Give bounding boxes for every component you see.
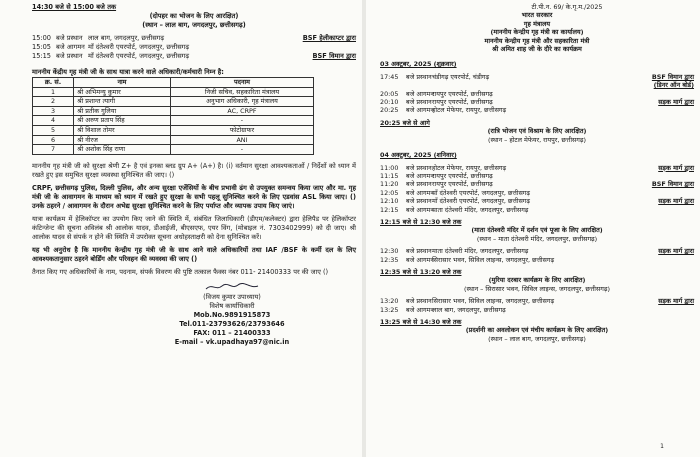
schedule-status: बजे आगमन bbox=[406, 205, 434, 214]
government-name: भारत सरकार bbox=[521, 11, 553, 20]
table-cell: अनुभाग अधिकारी, गृह मंत्रालय bbox=[170, 97, 313, 107]
schedule-time: 12:15 bbox=[380, 205, 399, 214]
table-cell: 1 bbox=[33, 87, 74, 97]
coordination-paragraph: CRPF, छत्तीसगढ़ पुलिस, दिल्ली पुलिस, और अन्य सुरक्षा एजेंसियों के बीच प्रभावी ढंग से उपयुक्त समन्वय किया जाए और मा. गृह मंत्री जी के आवागमन के माध्यम को ध्यान में रखते हुए सुरक्षा के सभी पहलू सुनिश्चित करने के लिए एडवांस ASL किया जाए। () उनके ठहरने / आवागमन के दौरान अभेद्य सुरक्षा सुनिश्चित करने के लिए पर्याप्त और व्यापक उपाय किए जाएं। bbox=[32, 183, 356, 210]
signer-email: E-mail – vk.upadhaya97@nic.in bbox=[174, 337, 290, 346]
schedule-row bbox=[380, 189, 694, 197]
table-row bbox=[33, 135, 314, 145]
reserved-note: (रात्रि भोजन एवं विश्राम के लिए आरक्षित) bbox=[487, 127, 587, 136]
schedule-place: होटल मेफेयर, रायपुर, छत्तीसगढ़ bbox=[432, 106, 507, 115]
schedule-status: बजे प्रस्थान bbox=[406, 98, 432, 107]
schedule-status: बजे प्रस्थान bbox=[406, 297, 432, 306]
accompany-heading: माननीय केंद्रीय गृह मंत्री जी के साथ यात्रा करने वाले अधिकारी/कर्मचारी निम्न है: bbox=[32, 68, 224, 76]
schedule-row bbox=[380, 306, 694, 314]
table-cell: 6 bbox=[33, 135, 74, 145]
signature-image bbox=[202, 281, 262, 293]
time-slot-heading: 14:30 बजे से 15:00 बजे तक bbox=[32, 3, 117, 11]
table-cell: 5 bbox=[33, 125, 74, 135]
schedule-row bbox=[380, 73, 694, 90]
table-row bbox=[33, 106, 314, 116]
schedule-list bbox=[380, 297, 694, 314]
schedule-time: 20:05 bbox=[380, 89, 399, 98]
schedule-place: सिरासार भवन, सिविल लाइन्स, जगदलपुर, छत्तीसगढ़ bbox=[432, 297, 555, 306]
schedule-place: रायपुर एयरपोर्ट, छत्तीसगढ़ bbox=[432, 180, 493, 189]
signer-telephone: Tel.011-23793626/23793646 bbox=[179, 319, 285, 328]
table-cell: - bbox=[170, 116, 313, 126]
table-cell: श्री नीरज bbox=[74, 135, 171, 145]
day-heading-1: 03 अक्टूबर, 2025 (शुक्रवार) bbox=[380, 60, 457, 69]
schedule-status: बजे आगमन bbox=[406, 188, 434, 197]
schedule-status: बजे प्रस्थान bbox=[56, 34, 83, 42]
schedule-status: बजे प्रस्थान bbox=[406, 163, 432, 172]
accommodation-paragraph: यह भी अनुरोध है कि माननीय केन्द्रीय गृह मंत्री जी के साथ आने वाले अधिकारियों तथा IAF /BSF के कर्मी दल के लिए आवश्यकतानुसार ठहरने बोर्डिंग और परिवहन की व्यवस्था की जाए () bbox=[32, 245, 356, 263]
reserved-note: (दोपहर का भोजन के लिए आरक्षित) bbox=[149, 12, 239, 20]
schedule-time: 12:05 bbox=[380, 188, 399, 197]
schedule-status: बजे आगमन bbox=[406, 106, 434, 115]
schedule-row bbox=[380, 98, 694, 106]
schedule-status: बजे प्रस्थान bbox=[56, 52, 83, 60]
time-slot-heading: 13:25 बजे से 14:30 बजे तक bbox=[380, 318, 462, 326]
schedule-row bbox=[32, 34, 356, 43]
schedule-status: बजे आगमन bbox=[406, 89, 434, 98]
schedule-place: माँ दंतेश्वरी एयरपोर्ट, जगदलपुर, छत्तीसगढ़ bbox=[88, 52, 190, 60]
time-slot-heading: 12:35 बजे से 13:20 बजे तक bbox=[380, 267, 462, 276]
schedule-row bbox=[380, 297, 694, 305]
table-row bbox=[33, 87, 314, 97]
schedule-place: लाल बाग, जगदलपुर, छत्तीसगढ़ bbox=[432, 305, 506, 314]
schedule-list bbox=[32, 34, 356, 61]
schedule-row bbox=[380, 206, 694, 214]
schedule-time: 17:45 bbox=[380, 72, 399, 81]
schedule-row bbox=[380, 197, 694, 205]
schedule-place: सिरासार भवन, सिविल लाइन्स, जगदलपुर, छत्तीसगढ़ bbox=[432, 255, 555, 264]
schedule-place: होटल मेफेयर, रायपुर, छत्तीसगढ़ bbox=[432, 163, 507, 172]
schedule-mode: BSF विमान द्वारा bbox=[312, 52, 356, 60]
schedule-time: 20:10 bbox=[380, 98, 399, 107]
schedule-mode: सड़क मार्ग द्वारा bbox=[658, 163, 694, 172]
signer-designation: विशेष कार्याधिकारी bbox=[209, 301, 255, 310]
schedule-row bbox=[32, 52, 356, 61]
schedule-mode: सड़क मार्ग द्वारा bbox=[658, 247, 694, 256]
schedule-status: बजे आगमन bbox=[406, 305, 434, 314]
time-slot-heading: 20:25 बजे से आगे bbox=[380, 118, 430, 127]
table-cell: ANI bbox=[170, 135, 313, 145]
schedule-time: 11:15 bbox=[380, 171, 399, 180]
schedule-status: बजे प्रस्थान bbox=[406, 197, 432, 206]
schedule-place: माँ दंतेश्वरी एयरपोर्ट, जगदलपुर, छत्तीसगढ़ bbox=[432, 197, 530, 206]
table-cell: 2 bbox=[33, 97, 74, 107]
table-header-row bbox=[33, 78, 314, 88]
table-cell: AC, CRPF bbox=[170, 106, 313, 116]
table-header-cell: क्र. सं. bbox=[33, 78, 74, 88]
table-cell: श्री अशोक सिंह राणा bbox=[74, 145, 171, 155]
reserved-note: (मुरिया दरबार कार्यक्रम के लिए आरक्षित) bbox=[488, 276, 586, 285]
table-cell: 4 bbox=[33, 116, 74, 126]
schedule-status: बजे प्रस्थान bbox=[406, 72, 432, 81]
schedule-place: माँ दंतेश्वरी एयरपोर्ट, जगदलपुर, छत्तीसगढ़ bbox=[432, 188, 530, 197]
table-row bbox=[33, 145, 314, 155]
schedule-row bbox=[380, 90, 694, 98]
table-cell: फोटोग्राफर bbox=[170, 125, 313, 135]
table-row bbox=[33, 97, 314, 107]
schedule-place: लाल बाग, जगदलपुर, छत्तीसगढ़ bbox=[88, 34, 165, 42]
schedule-row bbox=[380, 247, 694, 255]
schedule-time: 15:05 bbox=[32, 43, 52, 51]
reserved-note: (प्रदर्शनी का अवलोकन एवं मंचीय कार्यक्रम के लिए आरक्षित) bbox=[465, 326, 609, 335]
program-title: माननीय केन्द्रीय गृह मंत्री और सहकारिता मंत्री bbox=[484, 36, 590, 45]
reference-number: टी.पी.न. 69/ के.गृ.म./2025 bbox=[531, 3, 603, 11]
schedule-mode: सड़क मार्ग द्वारा bbox=[658, 197, 694, 206]
schedule-time: 13:25 bbox=[380, 305, 399, 314]
table-row bbox=[33, 125, 314, 135]
schedule-time: 12:10 bbox=[380, 197, 399, 206]
table-cell: - bbox=[170, 145, 313, 155]
schedule-time: 11:20 bbox=[380, 180, 399, 189]
signature-block bbox=[152, 281, 312, 347]
location-note: (स्थान – होटल मेफेयर, रायपुर, छत्तीसगढ़) bbox=[487, 135, 586, 144]
schedule-place: माता दंतेश्वरी मंदिर, जगदलपुर, छत्तीसगढ़ bbox=[432, 205, 529, 214]
fax-paragraph: तैनात किए गए अधिकारियों के नाम, पदनाम, संपर्क विवरण की पुष्टि तत्काल फैक्स नंबर 011- 21400333 पर की जाए () bbox=[32, 267, 329, 276]
schedule-mode: सड़क मार्ग द्वारा bbox=[658, 98, 694, 107]
location-note: (स्थान – लाल बाग, जगदलपुर, छत्तीसगढ़) bbox=[142, 21, 246, 29]
schedule-list bbox=[380, 164, 694, 214]
schedule-place: चंडीगढ़ एयरपोर्ट, चंडीगढ़ bbox=[432, 72, 490, 81]
schedule-row bbox=[380, 106, 694, 114]
signer-mobile: Mob.No.9891915873 bbox=[193, 310, 271, 319]
schedule-list bbox=[380, 73, 694, 115]
signer-fax: FAX: 011 – 21400333 bbox=[193, 328, 271, 337]
table-cell: श्री प्रशान्त त्यागी bbox=[74, 97, 171, 107]
ministry-name: गृह मंत्रालय bbox=[523, 19, 551, 28]
day-heading-2: 04 अक्टूबर, 2025 (शनिवार) bbox=[380, 151, 457, 160]
table-cell: 3 bbox=[33, 106, 74, 116]
reserved-note: (माता दंतेश्वरी मंदिर में दर्शन एवं पूजा के लिए आरक्षित) bbox=[471, 226, 603, 235]
table-cell: श्री अभिमन्यु कुमार bbox=[74, 87, 171, 97]
table-cell: श्री प्रतीक गुलिया bbox=[74, 106, 171, 116]
schedule-status: बजे प्रस्थान bbox=[406, 180, 432, 189]
schedule-status: बजे प्रस्थान bbox=[406, 247, 432, 256]
schedule-time: 13:20 bbox=[380, 297, 399, 306]
schedule-list bbox=[380, 247, 694, 264]
schedule-time: 15:15 bbox=[32, 52, 52, 60]
page-number: 1 bbox=[660, 442, 664, 450]
table-header-cell: नाम bbox=[74, 78, 171, 88]
schedule-mode: BSF विमान द्वारा bbox=[651, 180, 694, 189]
location-note: (स्थान – माता दंतेश्वरी मंदिर, जगदलपुर, छत्तीसगढ़) bbox=[476, 234, 598, 243]
table-header-cell: पदनाम bbox=[170, 78, 313, 88]
location-note: (स्थान – सिरासार भवन, सिविल लाइन्स, जगदलपुर, छत्तीसगढ़) bbox=[464, 284, 610, 293]
schedule-place: रायपुर एयरपोर्ट, छत्तीसगढ़ bbox=[432, 171, 493, 180]
location-note: (स्थान – लाल बाग, जगदलपुर, छत्तीसगढ़) bbox=[488, 334, 586, 343]
table-cell: निजी सचिव, सहकारिता मंत्रालय bbox=[170, 87, 313, 97]
schedule-place: रायपुर एयरपोर्ट, छत्तीसगढ़ bbox=[432, 98, 493, 107]
schedule-mode: सड़क मार्ग द्वारा bbox=[658, 297, 694, 306]
schedule-place: रायपुर एयरपोर्ट, छत्तीसगढ़ bbox=[432, 89, 493, 98]
schedule-mode: BSF हेलीकाप्टर द्वारा bbox=[302, 34, 356, 42]
schedule-status: बजे आगमन bbox=[406, 255, 434, 264]
office-name: (माननीय केन्द्रीय गृह मंत्री का कार्यालय) bbox=[490, 28, 584, 37]
helicopter-paragraph: यात्रा कार्यक्रम में हेलिकॉप्टर का उपयोग किए जाने की स्थिति में, संबंधित जिलाधिकारी (डीएम/कलेक्टर) द्वारा हेलिपैड पर हेलिकॉप्टर कंटिन्जेन्ट की सूचना अविलंब श्री आलोक यादव, डीआईजी, बीएसएफ, एयर विंग, (मोबाइल नं. 7303402999) को दी जाए। श्री आलोक यादव से संपर्क न होने की स्थिति में उपरोक्त सूचना अधोहस्ताक्षरी को देना सुनिश्चित करें। bbox=[32, 214, 356, 241]
schedule-time: 12:35 bbox=[380, 255, 399, 264]
schedule-status: बजे आगमन bbox=[56, 43, 85, 51]
right-page bbox=[366, 0, 700, 457]
table-cell: 7 bbox=[33, 145, 74, 155]
schedule-row bbox=[32, 43, 356, 52]
program-subtitle: श्री अमित शाह जी के दौरे का कार्यक्रम bbox=[492, 45, 582, 54]
schedule-time: 12:30 bbox=[380, 247, 399, 256]
officials-table bbox=[32, 77, 314, 155]
schedule-place: माँ दंतेश्वरी एयरपोर्ट, जगदलपुर, छत्तीसगढ़ bbox=[88, 43, 190, 51]
schedule-mode: BSF विमान द्वारा (डिनर ऑन बोर्ड) bbox=[651, 72, 694, 90]
signer-name: (विजय कुमार उपाध्याय) bbox=[203, 292, 261, 301]
schedule-place: माता दंतेश्वरी मंदिर, जगदलपुर, छत्तीसगढ़ bbox=[432, 247, 529, 256]
table-row bbox=[33, 116, 314, 126]
time-slot-heading: 12:15 बजे से 12:30 बजे तक bbox=[380, 217, 462, 226]
schedule-row bbox=[380, 256, 694, 264]
schedule-time: 11:00 bbox=[380, 163, 399, 172]
schedule-row bbox=[380, 180, 694, 188]
table-cell: श्री अरुण प्रताप सिंह bbox=[74, 116, 171, 126]
schedule-status: बजे आगमन bbox=[406, 171, 434, 180]
security-paragraph: माननीय गृह मंत्री जी को सुरक्षा श्रेणी Z+ है एवं इनका ब्लड ग्रुप A+ (A+) है। (i) वर्तमान सुरक्षा आवश्यकताओं / निर्देशों को ध्यान में रखते हुए इस समुचित सुरक्षा व्यवस्था सुनिश्चित की जाए। () bbox=[32, 161, 356, 179]
schedule-row bbox=[380, 172, 694, 180]
schedule-row bbox=[380, 164, 694, 172]
schedule-time: 15:00 bbox=[32, 34, 52, 42]
table-cell: श्री विशाल तोमर bbox=[74, 125, 171, 135]
schedule-time: 20:25 bbox=[380, 106, 399, 115]
